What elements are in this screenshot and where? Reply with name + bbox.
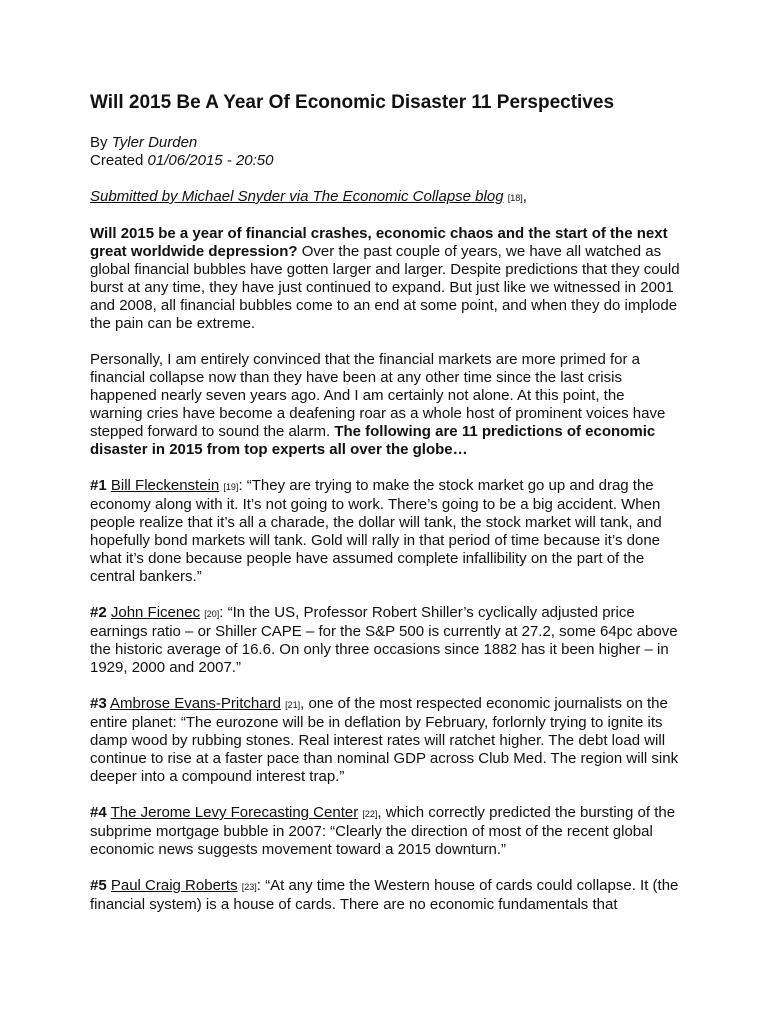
byline (90, 134, 680, 152)
item-number: #1 (90, 477, 107, 494)
source-link[interactable]: Ambrose Evans-Pritchard (110, 695, 281, 712)
item-quote: : “They are trying to make the stock market go up and drag the economy along with it. It’s not going to work. There’s going to be a big accident. When people realize that it’s all a charade, the dollar will tank, the stock market will tank, and hopefully bond markets will tank. Gold will rally in that period of time because it’s done what it’s done because people have assumed complete infallibility on the part of the central bankers.” (90, 477, 662, 585)
source-link[interactable]: Bill Fleckenstein (110, 477, 220, 494)
reference-number: [23] (241, 882, 257, 892)
source-link[interactable]: The Jerome Levy Forecasting Center (110, 804, 359, 821)
submitted-link[interactable]: Submitted by Michael Snyder via The Economic Collapse blog (90, 188, 504, 205)
item-quote: , one of the most respected economic journalists on the entire planet: “The eurozone will be in deflation by February, forlornly trying to ignite its damp wood by rubbing stones. Real interest rates will ratchet higher. The debt load will continue to rise at a faster pace than nominal GDP across Club Med. The region will sink deeper into a compound interest trap.” (90, 695, 679, 785)
intro-text: Over the past couple of years, we have all watched as global financial bubbles have gotten larger and larger. Despite predictions that they could burst at any time, they have just continued to expand. But just like we witnessed in 2001 and 2008, all financial bubbles come to an end at some point, and when they do implode the pain can be extreme. (90, 243, 680, 332)
source-link[interactable]: John Ficenec (110, 604, 201, 621)
byline-label: By (90, 134, 112, 151)
item-quote: : “In the US, Professor Robert Shiller’s cyclically adjusted price earnings ratio – or Shiller CAPE – for the S&P 500 is currently at 27.2, some 64pc above the historic average of 16.6. On only three occasions since 1882 has it been higher – in 1929, 2000 and 2007.” (90, 604, 678, 676)
page-title: Will 2015 Be A Year Of Economic Disaster 11 Perspectives (90, 92, 615, 113)
reference-number: [20] (204, 609, 220, 619)
prediction-item (90, 804, 680, 859)
created-label: Created (90, 152, 148, 169)
submitted-tail: , (522, 188, 527, 205)
source-link[interactable]: Paul Craig Roberts (110, 877, 238, 894)
created-date: 01/06/2015 - 20:50 (147, 152, 274, 169)
prediction-item (90, 477, 680, 586)
intro-question: Will 2015 be a year of financial crashes, economic chaos and the start of the next great worldwide depression? (90, 225, 668, 260)
item-number: #4 (90, 804, 107, 821)
item-quote: , which correctly predicted the bursting of the subprime mortgage bubble in 2007: “Clearly the direction of most of the recent global economic news suggests movement toward a 2015 downturn.” (90, 804, 676, 858)
article (90, 90, 680, 932)
reference-number: [19] (223, 482, 239, 492)
prediction-item (90, 695, 680, 786)
predictions-heading: The following are 11 predictions of economic disaster in 2015 from top experts all over the globe… (90, 423, 656, 458)
item-number: #3 (90, 695, 107, 712)
submitted-line (90, 188, 680, 207)
reference-number: [18] (507, 193, 523, 203)
author-name: Tyler Durden (111, 134, 198, 151)
item-number: #5 (90, 877, 107, 894)
reference-number: [22] (362, 809, 378, 819)
reference-number: [21] (285, 700, 301, 710)
prediction-item (90, 877, 680, 914)
item-number: #2 (90, 604, 107, 621)
paragraph-2 (90, 351, 680, 459)
prediction-item (90, 604, 680, 677)
item-quote: : “At any time the Western house of cards could collapse. It (the financial system) is a house of cards. There are no economic fundamentals that (90, 877, 679, 913)
paragraph-2-text: Personally, I am entirely convinced that the financial markets are more primed for a financial collapse now than they have been at any other time since the last crisis happened nearly seven years ago. And I am certainly not alone. At this point, the warning cries have become a deafening roar as a whole host of prominent voices have stepped forward to sound the alarm. (90, 351, 666, 440)
intro-paragraph (90, 225, 680, 333)
created-line (90, 152, 680, 170)
